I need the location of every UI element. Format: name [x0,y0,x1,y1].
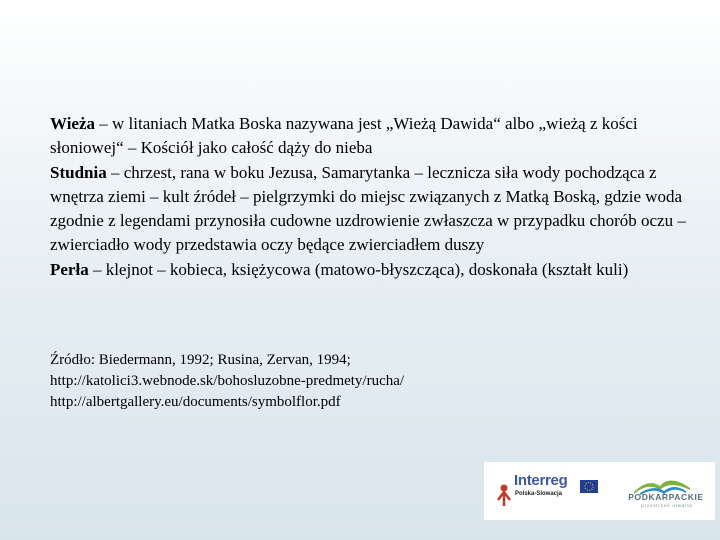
paragraph-perla [50,258,690,282]
term-wieza: Wieża [50,114,96,133]
interreg-subtitle: Polska-Slowacja [515,491,563,497]
definition-studnia: – chrzest, rana w boku Jezusa, Samarytanka – lecznicza siła wody pochodząca z wnętrza ziemi – kult źródeł – pielgrzymki do miejsc związanych z Matką Boską, gdzie woda zgodnie z legendami przynosiła cudowne uzdrowienie zwłaszcza w przypadku chorób oczu – zwierciadło wody przedstawia oczy będące zwierciadłem duszy [50,162,686,255]
interreg-title: Interreg [514,472,568,489]
podkarpackie-subtitle: przestrzeń otwarta [641,503,693,508]
source-link-katolici[interactable]: http://katolici3.webnode.sk/bohosluzobne-predmety/rucha/ [50,373,405,389]
podkarpackie-logo-icon [614,466,710,516]
term-perla: Perła [50,259,89,279]
source-citation: Źródło: Biedermann, 1992; Rusina, Zervan, 1994; [50,352,351,368]
podkarpackie-title: PODKARPACKIE [628,492,704,502]
term-studnia: Studnia [50,162,107,182]
definition-wieza: – w litaniach Matka Boska nazywana jest „Wieżą Dawida“ albo „wieżą z kości słoniowej“ – Kościół jako całość dąży do nieba [50,114,638,158]
main-text [50,112,690,282]
paragraph-wieza [50,112,690,161]
source-link-albertgallery[interactable]: http://albertgallery.eu/documents/symbolflor.pdf [50,394,341,410]
definition-perla: – klejnot – kobieca, księżycowa (matowo-błyszcząca), doskonała (kształt kuli) [88,259,629,279]
paragraph-studnia [50,161,690,258]
sources [50,350,690,413]
logo-strip [484,462,715,520]
